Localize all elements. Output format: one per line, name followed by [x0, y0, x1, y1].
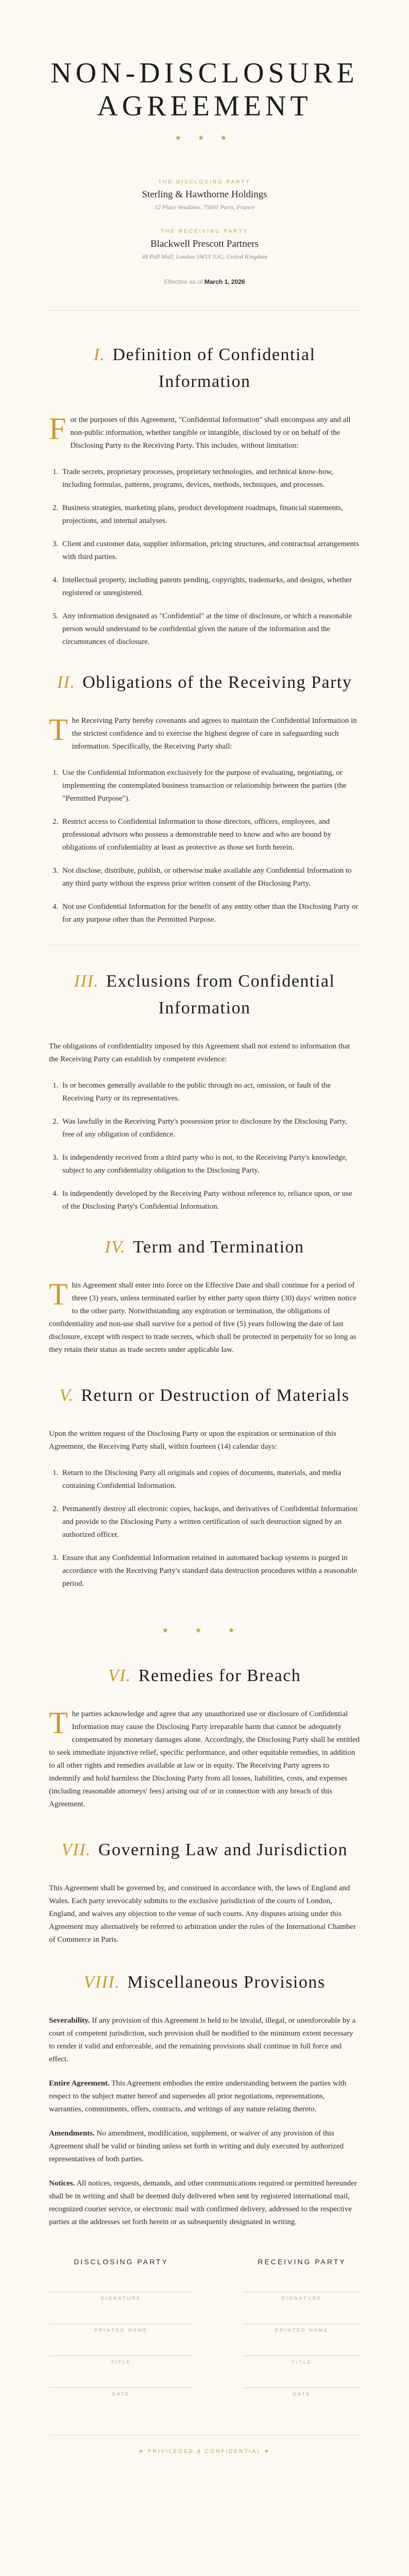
misc-label: Amendments. — [49, 2129, 95, 2138]
disclosing-signature-heading: DISCLOSING PARTY — [74, 2258, 168, 2266]
signature-block — [49, 2258, 360, 2419]
section-1-intro — [49, 414, 360, 452]
printed-name-line[interactable]: PRINTED NAME — [244, 2324, 360, 2355]
header-divider — [49, 310, 360, 311]
section-3-intro: The obligations of confidentiality imposed by this Agreement shall not extend to information that the Receiving Party can establish by competent evidence: — [49, 1042, 350, 1063]
signature-line[interactable]: SIGNATURE — [49, 2292, 193, 2324]
list-item: 4. Intellectual property, including patents pending, copyrights, trademarks, and designs, whether registered or unregistered. — [60, 574, 360, 600]
section-1-dropcap: F — [49, 412, 66, 446]
misc-text: This Agreement embodies the entire understanding between the parties with respect to the subject matter hereof and supersedes all prior negotiations, representations, warranties, commitments, offers, contracts, and writings of any nature relating thereto. — [49, 2079, 347, 2113]
misc-label: Severability. — [49, 2016, 90, 2025]
list-item: 2. Was lawfully in the Receiving Party's possession prior to disclosure by the Disclosing Party, free of any obligation of confidence. — [60, 1115, 360, 1141]
misc-text: If any provision of this Agreement is held to be invalid, illegal, or unenforceable by a court of competent jurisdiction, such provision shall be modified to the minimum extent necessary to render it valid and enforceable, and the remaining provisions shall continue in full force and effect. — [49, 2016, 356, 2063]
disclosing-party-address: 12 Place Vendôme, 75001 Paris, France — [154, 204, 255, 211]
section-7-body: This Agreement shall be governed by, and construed in accordance with, the laws of England and Wales. Each party irrevocably submits to the exclusive jurisdiction of the courts of London, England, and waives any objection to the venue of such courts. Any disputes arising under this Agreement may alternatively be referred to arbitration under the rules of the International Chamber of Commerce in Paris. — [49, 1884, 356, 1944]
section-4-body — [49, 1279, 360, 1357]
section-5-list — [49, 1467, 360, 1590]
list-item: 1. Use the Confidential Information exclusively for the purpose of evaluating, negotiating, or implementing the contemplated business transaction or relationship between the parties (the "Permitted Purpose"). — [60, 767, 360, 805]
section-5-title: Return or Destruction of Materials — [81, 1386, 350, 1405]
section-4-dropcap: T — [49, 1277, 68, 1311]
list-item: 2. Business strategies, marketing plans, product development roadmaps, financial statements, projections, and internal analyses. — [60, 502, 360, 528]
section-6-body-text: he parties acknowledge and agree that any unauthorized use or disclosure of Confidential Information may cause the Disclosing Party irreparable harm that cannot be adequately compensated by monetary damages alone. Accordingly, the Disclosing Party shall be entitled to seek immediate injunctive relief, specific performance, and other equitable remedies, in addition to all other rights and remedies available at law or in equity. The Receiving Party agrees to indemnify and hold harmless the Disclosing Party from all losses, liabilities, costs, and expenses (including reasonable attorneys' fees) arising out of or in connection with any breach of this Agreement. — [49, 1710, 360, 1808]
misc-label: Notices. — [49, 2179, 75, 2188]
disclosing-party-name: Sterling & Hawthorne Holdings — [142, 189, 267, 200]
list-item: 1. Is or becomes generally available to the public through no act, omission, or fault of the Receiving Party or its representatives. — [60, 1079, 360, 1105]
section-ornament: ★ ★ ★ — [162, 1627, 247, 1635]
section-7-heading — [49, 1837, 360, 1863]
list-item: 4. Is independently developed by the Receiving Party without reference to, reliance upon, or use of the Disclosing Party's Confidential Information. — [60, 1188, 360, 1213]
section-2-heading — [49, 669, 360, 696]
section-7-number: VII. — [61, 1840, 91, 1859]
effective-date-line — [49, 278, 360, 285]
section-6-number: VI. — [108, 1666, 131, 1685]
parties-block — [49, 179, 360, 285]
section-1-intro-text: or the purposes of this Agreement, "Confidential Information" shall encompass any and all non-public information, whether tangible or intangible, disclosed by or on behalf of the Disclosing Party to the Receiving Party. This includes, without limitation: — [70, 416, 351, 450]
receiving-party-name: Blackwell Prescott Partners — [150, 239, 259, 249]
section-6 — [49, 1663, 360, 1811]
section-4-title: Term and Termination — [133, 1238, 304, 1257]
section-1-number: I. — [93, 345, 106, 364]
receiving-party-address: 48 Pall Mall, London SW1Y 5JG, United Kingdom — [142, 253, 267, 260]
misc-amendments — [49, 2127, 360, 2166]
section-6-dropcap: T — [49, 1706, 68, 1740]
section-2-intro-text: he Receiving Party hereby covenants and agrees to maintain the Confidential Information in the strictest confidence and to exercise the highest degree of care in safeguarding such information. Specifically, the Receiving Party shall: — [72, 717, 357, 751]
misc-text: All notices, requests, demands, and other communications required or permitted hereunder shall be in writing and shall be deemed duly delivered when sent by registered international mail, recognized courier service, or electronic mail with confirmed delivery, addressed to the respective parties at the addresses set forth herein or as subsequently designated in writing. — [49, 2179, 357, 2226]
printed-name-line[interactable]: PRINTED NAME — [49, 2324, 193, 2355]
section-4-body-text: his Agreement shall enter into force on the Effective Date and shall continue for a period of three (3) years, unless terminated earlier by either party upon thirty (30) days' written notice to the other party. Notwithstanding any expiration or termination, the obligations of confidentiality and non-use shall survive for a period of five (5) years following the date of last disclosure, except with respect to trade secrets, which shall be protected in perpetuity for so long as they retain their status as trade secrets under applicable law. — [49, 1281, 356, 1354]
section-3-list — [49, 1079, 360, 1213]
section-2-dropcap: T — [49, 713, 68, 747]
section-1-list — [49, 466, 360, 649]
section-3 — [49, 968, 360, 1213]
section-3-title: Exclusions from Confidential Information — [106, 972, 335, 1018]
section-1 — [49, 342, 360, 649]
misc-label: Entire Agreement. — [49, 2079, 110, 2088]
misc-severability — [49, 2014, 360, 2066]
title-ornament: ★ ★ ★ — [175, 134, 234, 142]
date-line[interactable]: DATE — [244, 2387, 360, 2419]
section-8 — [49, 1969, 360, 2229]
section-5-heading — [49, 1382, 360, 1409]
section-4-heading — [49, 1234, 360, 1261]
title-line[interactable]: TITLE — [244, 2355, 360, 2387]
disclosing-signature-column — [49, 2258, 193, 2419]
list-item: 3. Ensure that any Confidential Information retained in automated backup systems is purged in accordance with the Receiving Party's standard data destruction procedures within a reasonable period. — [60, 1552, 360, 1590]
list-item: 4. Not use Confidential Information for the benefit of any entity other than the Disclosing Party or for any purpose other than the Permitted Purpose. — [60, 901, 360, 926]
section-5-intro: Upon the written request of the Disclosing Party or upon the expiration or termination of this Agreement, the Receiving Party shall, within fourteen (14) calendar days: — [49, 1430, 336, 1451]
section-8-number: VIII. — [83, 1973, 121, 1992]
section-4-number: IV. — [105, 1238, 126, 1257]
effective-prefix: Effective as of — [164, 278, 203, 285]
list-item: 2. Permanently destroy all electronic copies, backups, and derivatives of Confidential Information and provide to the Disclosing Party a written certification of such destruction signed by an authorized officer. — [60, 1503, 360, 1541]
confidential-footer: ★ PRIVILEGED & CONFIDENTIAL ★ — [49, 2435, 360, 2454]
section-1-heading — [49, 342, 360, 395]
list-item: 3. Not disclose, distribute, publish, or otherwise make available any Confidential Information to any third party without the express prior written consent of the Disclosing Party. — [60, 865, 360, 890]
section-5-number: V. — [59, 1386, 74, 1405]
receiving-signature-column — [244, 2258, 360, 2419]
section-8-title: Miscellaneous Provisions — [127, 1973, 326, 1992]
section-2-number: II. — [57, 673, 76, 692]
list-item: 3. Client and customer data, supplier information, pricing structures, and contractual arrangements with third parties. — [60, 538, 360, 564]
section-6-body — [49, 1708, 360, 1811]
document-title: NON-DISCLOSURE AGREEMENT — [50, 57, 359, 122]
misc-entire-agreement — [49, 2077, 360, 2116]
section-7 — [49, 1837, 360, 1946]
disclosing-party-label: THE DISCLOSING PARTY — [158, 179, 251, 185]
section-7-title: Governing Law and Jurisdiction — [98, 1840, 348, 1859]
date-line[interactable]: DATE — [49, 2387, 193, 2419]
signature-line[interactable]: SIGNATURE — [244, 2292, 360, 2324]
list-item: 1. Return to the Disclosing Party all originals and copies of documents, materials, and media containing Confidential Information. — [60, 1467, 360, 1493]
section-4 — [49, 1234, 360, 1357]
disclosing-party-block — [49, 179, 360, 211]
title-line[interactable]: TITLE — [49, 2355, 193, 2387]
section-2 — [49, 669, 360, 926]
section-3-number: III. — [74, 972, 99, 991]
misc-notices — [49, 2177, 360, 2229]
list-item: 5. Any information designated as "Confidential" at the time of disclosure, or which a reasonable person would understand to be confidential given the nature of the information and the circumstances of disclosure. — [60, 610, 360, 649]
misc-text: No amendment, modification, supplement, or waiver of any provision of this Agreement shall be valid or binding unless set forth in writing and duly executed by authorized representatives of both parties. — [49, 2129, 344, 2163]
section-6-heading — [49, 1663, 360, 1689]
list-item: 1. Trade secrets, proprietary processes, proprietary technologies, and technical know-how, including formulas, patterns, programs, devices, methods, techniques, and processes. — [60, 466, 360, 492]
section-2-title: Obligations of the Receiving Party — [82, 673, 352, 692]
section-2-intro — [49, 715, 360, 753]
receiving-party-block — [49, 229, 360, 261]
list-item: 2. Restrict access to Confidential Information to those directors, officers, employees, and professional advisors who possess a demonstrable need to know and who are bound by obligations of confidentiality at least as protective as those set forth herein. — [60, 816, 360, 854]
receiving-signature-heading: RECEIVING PARTY — [258, 2258, 346, 2266]
section-1-title: Definition of Confidential Information — [112, 345, 316, 391]
section-5 — [49, 1382, 360, 1590]
section-3-heading — [49, 968, 360, 1022]
section-6-title: Remedies for Breach — [138, 1666, 301, 1685]
list-item: 3. Is independently received from a third party who is not, to the Receiving Party's knowledge, subject to any confidentiality obligation to the Disclosing Party. — [60, 1151, 360, 1177]
receiving-party-label: THE RECEIVING PARTY — [161, 229, 248, 234]
section-8-heading — [49, 1969, 360, 1996]
section-2-list — [49, 767, 360, 926]
effective-date: March 1, 2026 — [204, 278, 245, 285]
